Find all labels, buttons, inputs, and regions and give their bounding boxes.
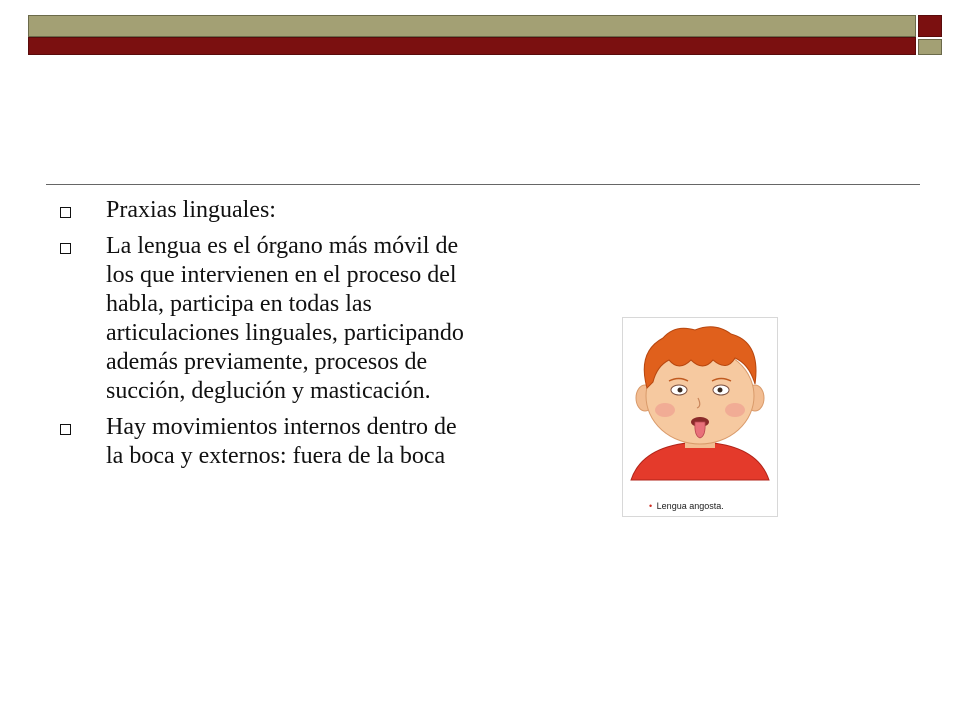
title-decoration-band (28, 15, 942, 55)
hollow-square-bullet-icon (60, 424, 71, 435)
decoration-corner-olive-block (918, 39, 942, 55)
illustration-caption (649, 501, 724, 511)
bullet-text: Hay movimientos internos dentro de la boca y externos: fuera de la boca (106, 414, 457, 469)
left-pupil-shape (678, 388, 683, 393)
boy-tongue-illustration (622, 317, 778, 517)
left-cheek-shape (655, 403, 675, 417)
hollow-square-bullet-icon (60, 207, 71, 218)
bullet-item (58, 232, 478, 406)
decoration-red-bar (28, 37, 916, 55)
bullet-item (58, 413, 478, 471)
bullet-item (58, 196, 478, 225)
bullet-text: La lengua es el órgano más móvil de los que intervienen en el proceso del habla, participa en todas las articulaciones linguales, participando además previamente, procesos de succión, deglución y masticación. (106, 233, 464, 404)
right-pupil-shape (718, 388, 723, 393)
boy-face-drawing (623, 318, 777, 493)
decoration-corner-red-block (918, 15, 942, 37)
bullet-list (58, 196, 478, 471)
hollow-square-bullet-icon (60, 243, 71, 254)
decoration-olive-bar (28, 15, 916, 37)
slide-body (58, 196, 478, 478)
caption-text: Lengua angosta. (656, 501, 724, 511)
caption-red-dot-icon: • (649, 501, 653, 511)
right-cheek-shape (725, 403, 745, 417)
title-divider-line (46, 184, 920, 185)
bullet-text: Praxias linguales: (106, 197, 276, 223)
